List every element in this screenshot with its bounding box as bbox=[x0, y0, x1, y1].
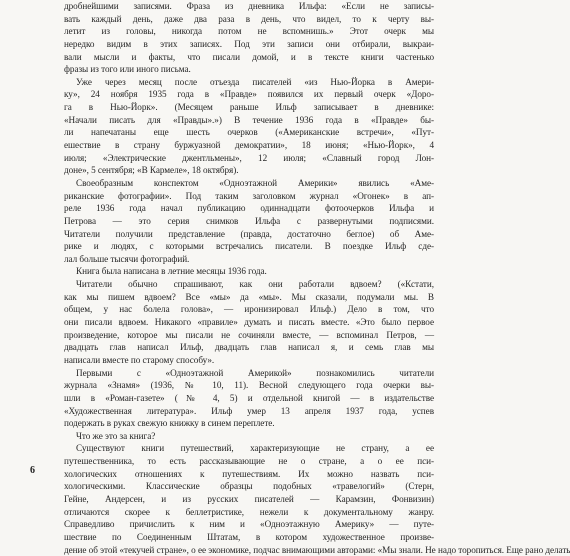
text-line: Первыми с «Одноэтажной Америкой» познакомились читатели bbox=[76, 367, 434, 378]
text-line: путешественника, то есть рассказывающие не о стране, а о ее пси- bbox=[64, 456, 434, 467]
text-line: реле 1936 года начал публикацию одиннадцати фотоочерков Ильфа и bbox=[64, 203, 434, 214]
text-line: летит из головы, никогда потом не вспомнишь.» Этот очерк мы bbox=[64, 26, 434, 37]
text-line: дробнейшими записями. Фраза из дневника Ильфа: «Если не записы- bbox=[64, 1, 434, 11]
text-line: шли в «Роман-газете» (№ 4, 5) и отдельной книгой — в издательстве bbox=[64, 392, 434, 403]
text-line: Гейне, Андерсен, и из русских писателей — Карамзин, Фонвизин) bbox=[64, 493, 434, 504]
text-line: Уже через месяц после отъезда писателей «из Нью-Йорка в Амери- bbox=[76, 76, 434, 87]
text-line: «Начали писать для «Правды».») В течение 1936 года в «Правде» бы- bbox=[64, 114, 434, 125]
text-line: подержать в руках свежую книжку в синем переплете. bbox=[64, 418, 275, 429]
text-line: «Художественная литература». Ильф умер 13 апреля 1937 года, успев bbox=[64, 405, 434, 416]
text-line: хологическими. Классические образцы подобных «травелогий» (Стерн, bbox=[64, 481, 434, 492]
page-number: 6 bbox=[30, 465, 35, 476]
text-line: Читатели обычно спрашивают, как они работали вдвоем? («Кстати, bbox=[76, 279, 434, 290]
text-line: Книга была написана в летние месяцы 1936 года. bbox=[76, 266, 267, 277]
text-line: фразы из того или иного письма. bbox=[64, 64, 191, 75]
text-line: ли напечатаны еще шесть очерков («Американские встречи», «Пут- bbox=[64, 127, 434, 138]
text-line: га в Нью-Йорк». (Месяцем раньше Ильф записывает в дневнике: bbox=[64, 102, 434, 113]
text-line: вали мысли и факты, что писали домой, и в тексте книги частенько bbox=[64, 51, 434, 62]
text-line: Петрова — это серия снимков Ильфа с развернутыми подписями. bbox=[64, 215, 434, 226]
text-line: доне», 5 сентября; «В Кармеле», 18 октября). bbox=[64, 165, 239, 176]
text-line: июля; «Электрические джентльмены», 12 июля; «Славный город Лон- bbox=[64, 152, 434, 163]
text-line: журнала «Знамя» (1936, № 10, 11). Весной следующего года очерки вы- bbox=[64, 380, 434, 391]
text-line: Что же это за книга? bbox=[76, 430, 156, 441]
text-line: Своеобразным конспектом «Одноэтажной Америки» явились «Аме- bbox=[76, 177, 434, 188]
text-line: вать каждый день, даже два раза в день, что видел, то к черту вы- bbox=[64, 13, 434, 24]
text-line: рике и людях, с которыми встречались писатели. В поездке Ильф сде- bbox=[64, 241, 434, 252]
text-line: ку», 24 ноября 1935 года в «Правде» появился их первый очерк «Доро- bbox=[64, 89, 434, 100]
text-line: отличаются скорее к беллетристике, нежели к документальному жанру. bbox=[64, 506, 434, 517]
text-line: написали вместе по старому способу». bbox=[64, 354, 215, 365]
text-line: произведение, которое мы писали не сочиняли вместе, — вспоминал Петров, — bbox=[64, 329, 434, 340]
text-line: Справедливо причислить к ним и «Одноэтажную Америку» — путе- bbox=[64, 519, 434, 530]
text-line: общем, у нас болела голова», — иронизировал Ильф.) Дело в том, что bbox=[64, 304, 434, 315]
text-line: двадцать глав написал Ильф, двадцать глав написал я, и семь глав мы bbox=[64, 342, 434, 353]
text-line: дение об этой «текучей стране», о ее экономике, подчас внимающими авторами: «Мы знали. Не надо торопиться. Еще рано делать bbox=[64, 544, 570, 555]
body-text bbox=[64, 0, 570, 556]
text-line: Существуют книги путешествий, характеризующие не страну, а ее bbox=[76, 443, 434, 454]
text-line: хологических отношениях к путешествиям. Их можно назвать пси- bbox=[64, 468, 434, 479]
text-line: ешествие в страну буржуазной демократии», 18 июня; «Нью-Йорк», 4 bbox=[64, 140, 434, 151]
text-line: лал больше тысячи фотографий. bbox=[64, 253, 190, 264]
text-line: риканские фотографии». Под таким заголовком журнал «Огонек» в ап- bbox=[64, 190, 434, 201]
text-line: шествие по Соединенным Штатам, в котором художественное произве- bbox=[64, 531, 434, 542]
text-line: они писали вдвоем. Никакого «правиле» думать и писать вместе. «Это было первое bbox=[64, 317, 434, 328]
text-line: нередко видим в этих записях. Под эти записи они отбирали, выкраи- bbox=[64, 38, 434, 49]
text-line: Читатели получили представление (правда, достаточно беглое) об Аме- bbox=[64, 228, 434, 239]
text-line: как мы пишем вдвоем? Все «мы» да «мы». Мы сказали, подумали мы. В bbox=[64, 291, 434, 302]
